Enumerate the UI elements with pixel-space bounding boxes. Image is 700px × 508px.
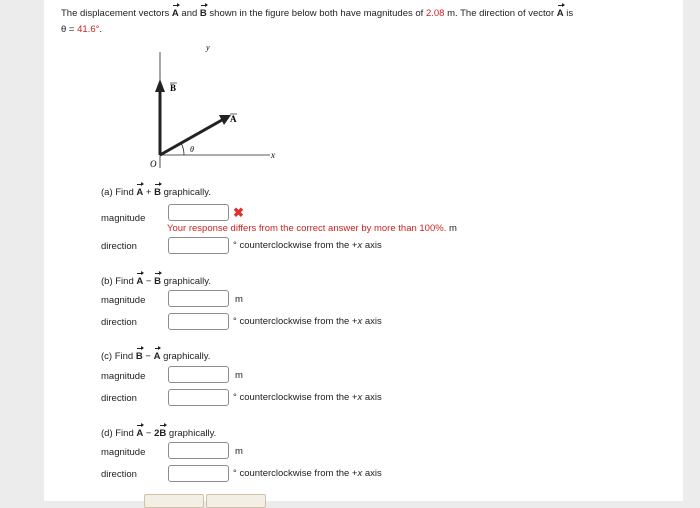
part-a-magnitude-label: magnitude xyxy=(101,213,146,224)
operator: − xyxy=(145,428,152,439)
x-mark-icon: ✖ xyxy=(233,205,244,220)
is-text: is xyxy=(566,8,574,19)
part-label: (b) Find xyxy=(101,276,134,287)
part-label: (d) Find xyxy=(101,428,134,439)
part-c-direction-label: direction xyxy=(101,393,137,404)
part-c-heading xyxy=(101,351,210,362)
ccw-axis: x xyxy=(357,392,363,403)
operator: + xyxy=(145,187,152,198)
vector-symbol: A xyxy=(153,351,161,362)
ccw-axis: x xyxy=(357,240,363,251)
part-c-magnitude-unit: m xyxy=(235,370,243,381)
part-suffix: graphically. xyxy=(163,351,211,362)
part-b-magnitude-label: magnitude xyxy=(101,295,146,306)
origin-label: O xyxy=(150,159,157,169)
part-a-error-message xyxy=(167,223,457,234)
theta-arc xyxy=(181,143,184,155)
theta-value: 41.6° xyxy=(77,24,100,35)
ccw-axis-word: axis xyxy=(364,316,382,327)
ccw-text: counterclockwise from the + xyxy=(239,240,358,251)
ccw-axis: x xyxy=(357,316,363,327)
vector-symbol: B xyxy=(135,351,143,362)
degree-symbol: ° xyxy=(233,468,237,479)
part-d-direction-unit xyxy=(233,468,382,479)
degree-symbol: ° xyxy=(233,240,237,251)
part-d-magnitude-label: magnitude xyxy=(101,447,146,458)
ccw-axis: x xyxy=(357,468,363,479)
x-axis-label: x xyxy=(271,150,275,160)
vector-symbol: B xyxy=(154,276,161,287)
ccw-axis-word: axis xyxy=(364,240,382,251)
magnitude-unit-text: m. The direction of vector xyxy=(447,8,555,19)
ccw-text: counterclockwise from the + xyxy=(239,468,358,479)
part-suffix: graphically. xyxy=(168,428,217,439)
part-a-direction-input[interactable] xyxy=(168,237,229,254)
part-c-direction-input[interactable] xyxy=(168,389,229,406)
error-text: Your response differs from the correct answer by more than 100%. xyxy=(167,223,447,234)
theta-equals: θ = xyxy=(61,24,75,35)
part-label: (a) Find xyxy=(101,187,134,198)
part-b-magnitude-input[interactable] xyxy=(168,290,229,307)
coefficient: 2 xyxy=(154,428,160,439)
save-progress-button[interactable] xyxy=(206,494,266,508)
magnitude-value: 2.08 xyxy=(425,8,445,19)
part-a-direction-unit xyxy=(233,240,382,251)
y-axis-label: y xyxy=(206,43,210,52)
part-b-direction-label: direction xyxy=(101,317,137,328)
part-c-magnitude-label: magnitude xyxy=(101,371,146,382)
error-unit: m xyxy=(448,223,457,234)
part-suffix: graphically. xyxy=(163,276,211,287)
part-b-heading xyxy=(101,276,211,287)
part-d-direction-label: direction xyxy=(101,469,137,480)
vector-b-symbol: B xyxy=(199,8,207,19)
vector-symbol: A xyxy=(136,428,144,439)
ccw-text: counterclockwise from the + xyxy=(239,316,358,327)
part-b-direction-input[interactable] xyxy=(168,313,229,330)
vector-figure xyxy=(140,40,280,175)
theta-line xyxy=(61,24,102,35)
part-label: (c) Find xyxy=(101,351,134,362)
part-d-magnitude-unit: m xyxy=(235,446,243,457)
ccw-text: counterclockwise from the + xyxy=(239,392,358,403)
part-a-magnitude-input[interactable] xyxy=(168,204,229,221)
part-b-magnitude-unit: m xyxy=(235,294,243,305)
part-b-direction-unit xyxy=(233,316,382,327)
degree-symbol: ° xyxy=(233,392,237,403)
vector-a-label: A xyxy=(230,114,237,124)
part-a-heading xyxy=(101,187,211,198)
vector-symbol: B xyxy=(154,187,161,198)
theta-label: θ xyxy=(190,145,194,154)
ccw-axis-word: axis xyxy=(364,392,382,403)
vector-symbol: A xyxy=(136,276,144,287)
problem-statement xyxy=(61,8,573,19)
intro-mid-text: shown in the figure below both have magnitudes of xyxy=(209,8,424,19)
period: . xyxy=(99,24,103,35)
part-d-heading xyxy=(101,428,216,439)
vector-symbol: A xyxy=(136,187,144,198)
vector-a-symbol: A xyxy=(171,8,179,19)
vector-b-arrowhead xyxy=(155,79,165,92)
part-c-magnitude-input[interactable] xyxy=(168,366,229,383)
vector-a-symbol: A xyxy=(556,8,564,19)
part-d-magnitude-input[interactable] xyxy=(168,442,229,459)
part-d-direction-input[interactable] xyxy=(168,465,229,482)
vector-b-label: B xyxy=(170,83,177,93)
degree-symbol: ° xyxy=(233,316,237,327)
question-panel xyxy=(44,0,683,501)
part-a-direction-label: direction xyxy=(101,241,137,252)
vector-symbol: B xyxy=(159,428,167,439)
submit-button[interactable] xyxy=(144,494,204,508)
ccw-axis-word: axis xyxy=(364,468,382,479)
and-text: and xyxy=(181,8,198,19)
operator: − xyxy=(145,351,151,362)
intro-text: The displacement vectors xyxy=(61,8,170,19)
part-c-direction-unit xyxy=(233,392,382,403)
part-suffix: graphically. xyxy=(163,187,211,198)
operator: − xyxy=(145,276,152,287)
